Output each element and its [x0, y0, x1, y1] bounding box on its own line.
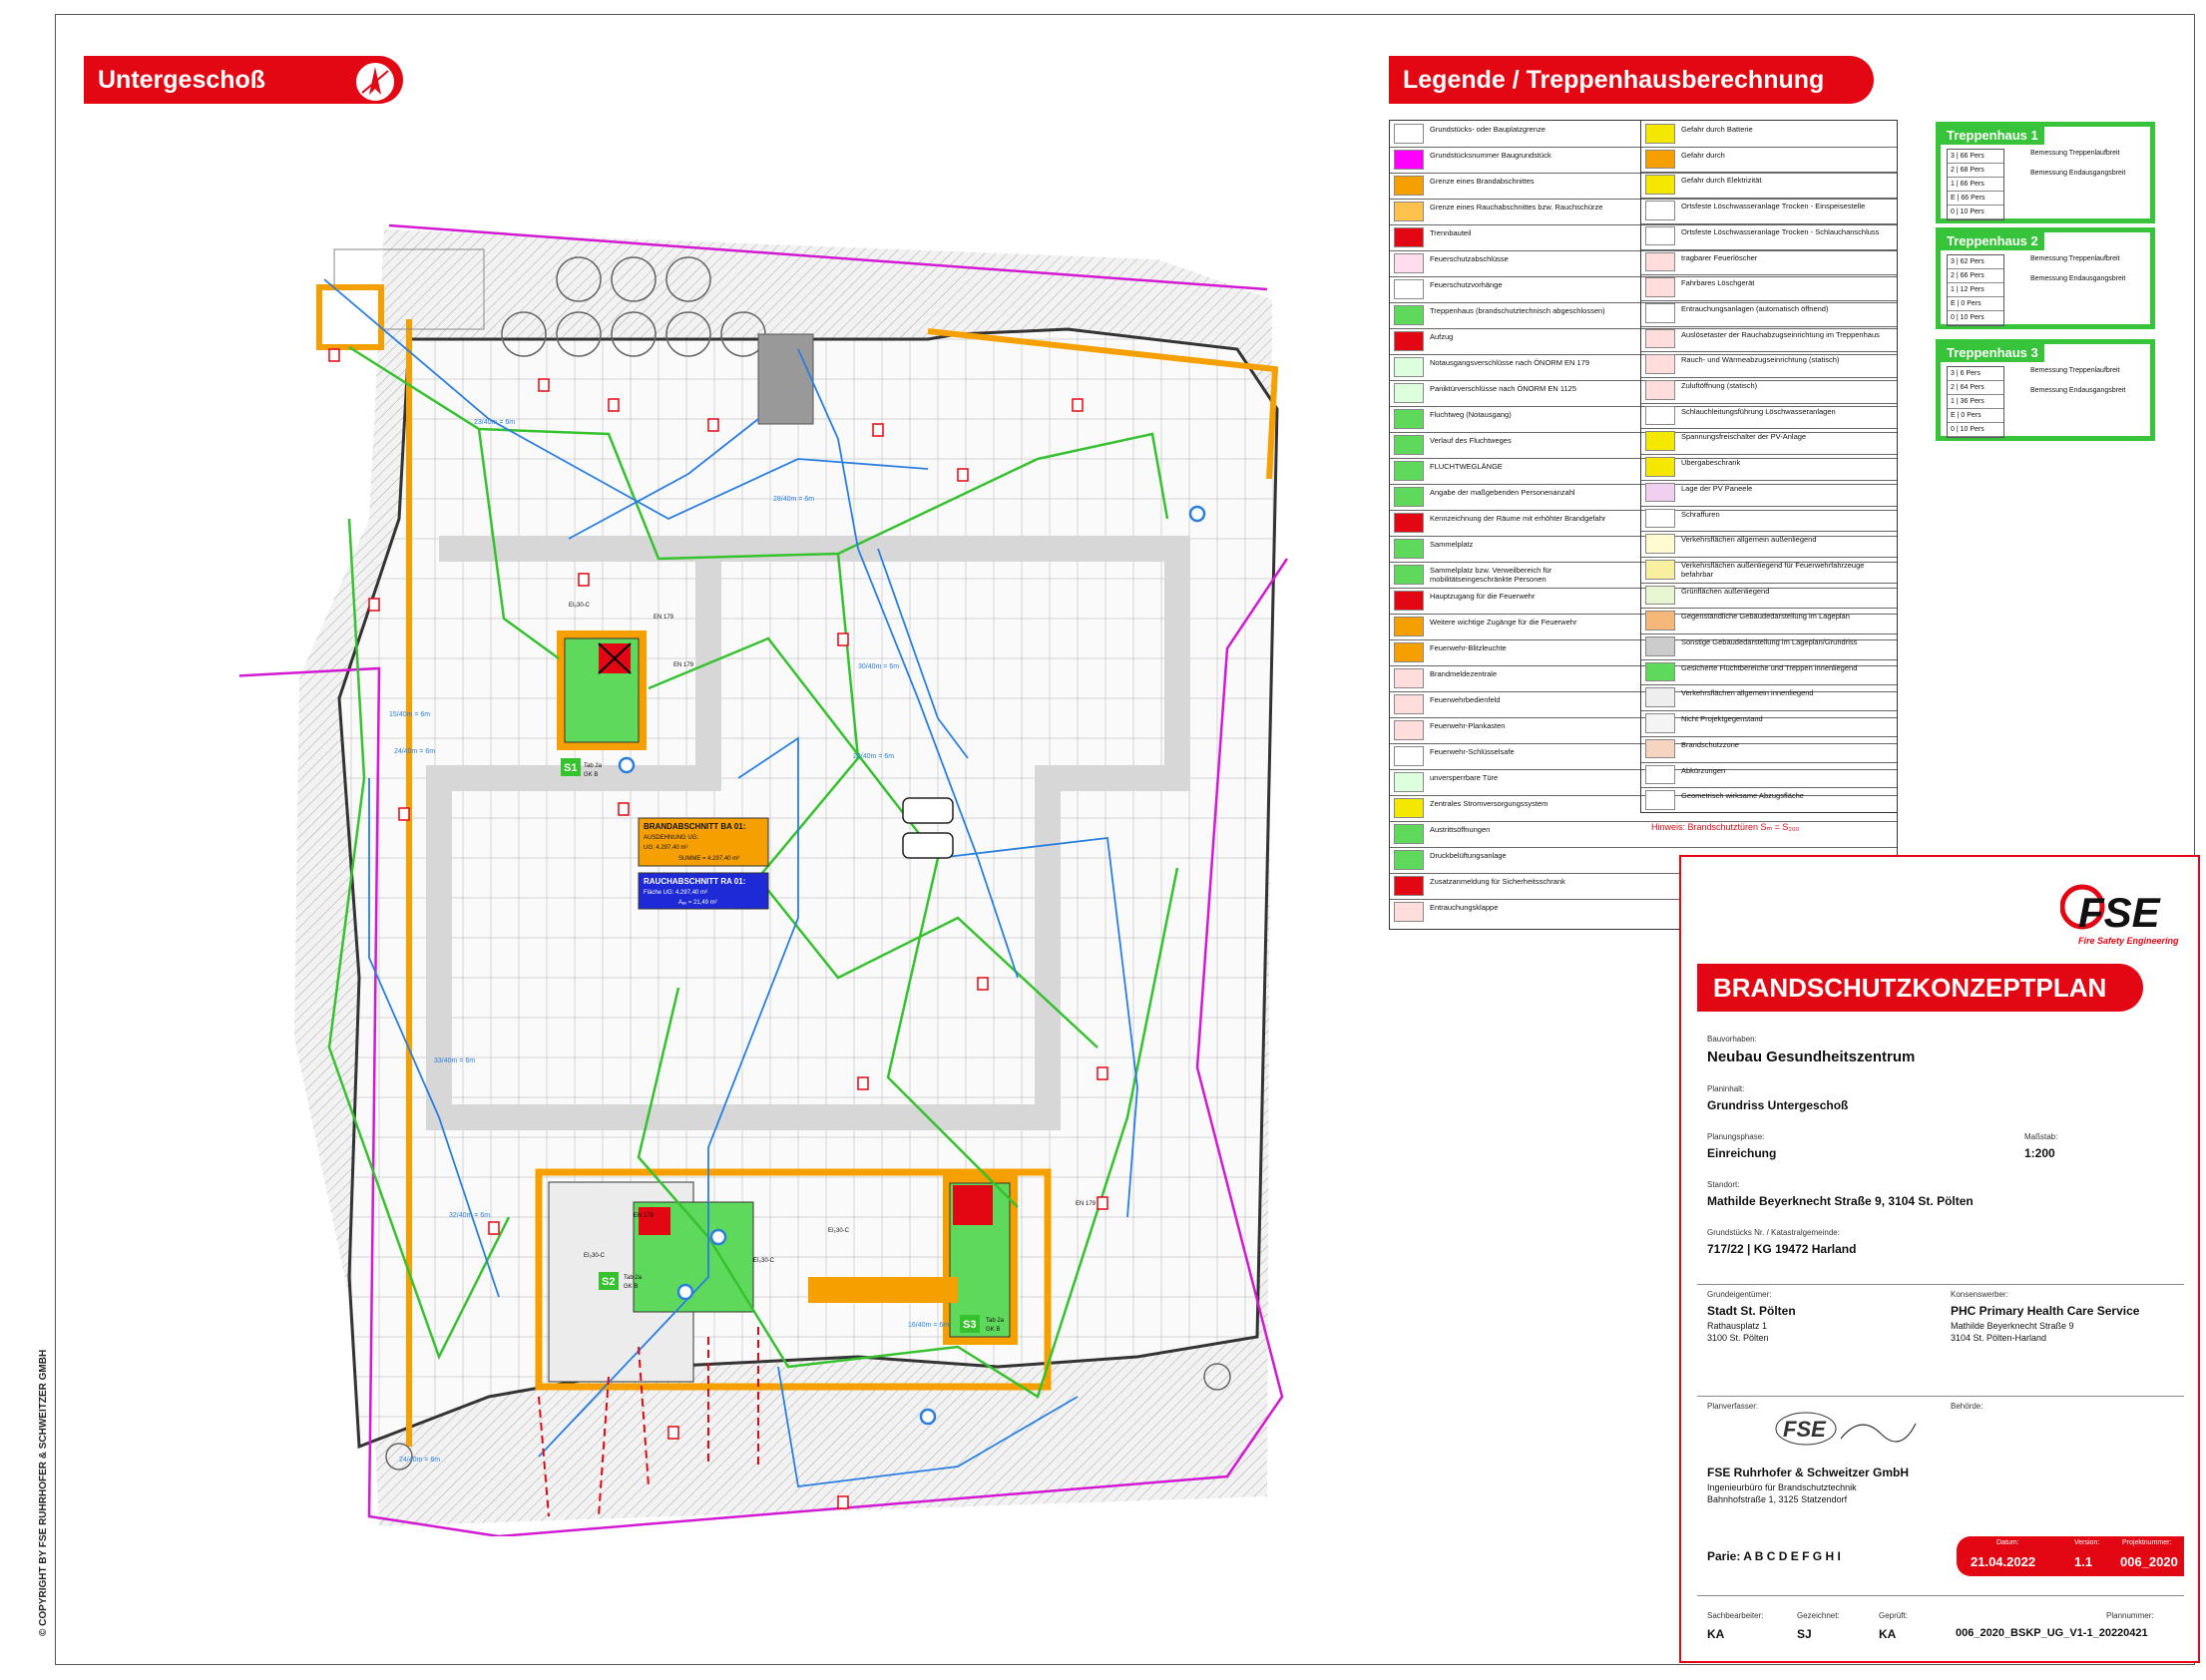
legend-divider [1641, 403, 1897, 404]
legend-divider [1641, 762, 1897, 763]
svg-text:UG: 4.297,40 m²: UG: 4.297,40 m² [644, 845, 688, 851]
legend-symbol-icon [1645, 586, 1675, 606]
svg-text:EI₂30-C: EI₂30-C [569, 603, 591, 609]
legend-item-text: Druckbelüftungsanlage [1430, 851, 1507, 860]
legend-divider [1641, 531, 1897, 532]
legend-item-text: Feuerschutzabschlüsse [1430, 254, 1509, 263]
legend-symbol-icon [1645, 457, 1675, 477]
legend-item-text: Grünflächen außenliegend [1681, 586, 1770, 596]
legend-symbol-icon [1394, 279, 1424, 299]
legend-symbol-icon [1394, 617, 1424, 636]
svg-text:EN 179: EN 179 [1076, 1201, 1097, 1207]
ramp-block [758, 334, 813, 424]
legend-symbol-icon [1645, 662, 1675, 682]
legend-item-text: Gefahr durch [1681, 150, 1725, 160]
legend-symbol-icon [1394, 850, 1424, 870]
legend-symbol-icon [1394, 513, 1424, 533]
legend-divider [1641, 454, 1897, 455]
svg-text:24/40m = 6m: 24/40m = 6m [399, 1457, 441, 1464]
legend-item-text: Gefahr durch Elektrizität [1681, 176, 1762, 186]
version-bar: Datum: 21.04.2022 Version: 1.1 Projektnummer: 006_2020 [1957, 1536, 2184, 1576]
legend-symbol-icon [1394, 642, 1424, 662]
legend-item-text: Feuerwehr-Blitzleuchte [1430, 643, 1507, 652]
legend-item-text: Weitere wichtige Zugänge für die Feuerwehr [1430, 618, 1577, 627]
legend-divider [1641, 351, 1897, 352]
legend-note: Hinweis: Brandschutztüren Sₘ = S₂₀₀ [1651, 822, 1800, 832]
legend-item-text: Verlauf des Fluchtweges [1430, 436, 1512, 445]
legend-symbol-icon [1394, 720, 1424, 740]
legend-symbol-icon [1394, 746, 1424, 766]
svg-text:EN 179: EN 179 [673, 662, 694, 668]
legend-item-text: Schlauchleitungsführung Löschwasseranlagen [1681, 406, 1836, 416]
legend-item-text: Übergabeschrank [1681, 458, 1741, 468]
svg-text:FSE: FSE [1783, 1417, 1826, 1442]
legend-item-text: FLUCHTWEGLÄNGE [1430, 462, 1503, 471]
legend-symbol-icon [1394, 305, 1424, 325]
location: Mathilde Beyerknecht Straße 9, 3104 St. Pölten [1707, 1194, 1974, 1208]
legend-symbol-icon [1645, 687, 1675, 707]
legend-item-text: Verkehrsflächen allgemein außenliegend [1681, 535, 1817, 545]
legend-symbol-icon [1645, 303, 1675, 323]
legend-symbol-icon [1645, 329, 1675, 349]
svg-text:22/40m = 6m: 22/40m = 6m [853, 753, 895, 760]
stairwell-3 [943, 1175, 1018, 1345]
legend-symbol-icon [1394, 694, 1424, 714]
legend-item-text: Ortsfeste Löschwasseranlage Trocken - Einspeisestelle [1681, 202, 1866, 211]
legend-symbol-icon [1394, 435, 1424, 455]
svg-text:24/40m = 6m: 24/40m = 6m [394, 748, 436, 755]
legend-table-col2 [1640, 120, 1898, 813]
legend-symbol-icon [1394, 124, 1424, 144]
legend-divider [1641, 480, 1897, 481]
legend-symbol-icon [1394, 487, 1424, 507]
legend-symbol-icon [1394, 227, 1424, 247]
legend-item-text: Zuluftöffnung (statisch) [1681, 381, 1758, 390]
legend-divider [1641, 633, 1897, 634]
stairwell-3-calc: Treppenhaus 3 3 | 6 Pers 2 | 64 Pers 1 | 36 Pers E | 0 Pers 0 | 10 Pers Bemessung Treppenlaufbreit Bemessung Endausgangsbreit [1936, 339, 2155, 441]
svg-text:Fläche UG: 4.297,40 m²: Fläche UG: 4.297,40 m² [644, 890, 708, 896]
legend-item-text: Kennzeichnung der Räume mit erhöhter Brandgefahr [1430, 514, 1606, 523]
legend-item-text: Geometrisch wirksame Abzugsfläche [1681, 791, 1804, 801]
stairwell-3-table: 3 | 6 Pers 2 | 64 Pers 1 | 36 Pers E | 0 Pers 0 | 10 Pers [1947, 366, 2004, 438]
legend-divider [1641, 274, 1897, 275]
legend-item-text: Nicht Projektgegenstand [1681, 714, 1763, 724]
stairwell-1 [557, 630, 647, 750]
legend-item-text: Treppenhaus (brandschutztechnisch abgeschlossen) [1430, 306, 1605, 315]
fse-logo [2060, 877, 2185, 943]
parie-list: Parie: A B C D E F G H I [1707, 1549, 1841, 1563]
stairwell-1-table: 3 | 66 Pers 2 | 68 Pers 1 | 66 Pers E | 66 Pers 0 | 10 Pers [1947, 149, 2004, 220]
legend-item-text: Entrauchungsanlagen (automatisch öffnend) [1681, 303, 1829, 313]
svg-text:Tab 2a: Tab 2a [584, 763, 603, 769]
legend-symbol-icon [1394, 150, 1424, 170]
legend-divider [1641, 557, 1897, 558]
legend-item-text: Zentrales Stromversorgungssystem [1430, 799, 1548, 808]
legend-symbol-icon [1394, 876, 1424, 896]
legend-item-text: Lage der PV Paneele [1681, 483, 1753, 493]
legend-item-text: Paniktürverschlüsse nach ÖNORM EN 1125 [1430, 384, 1577, 393]
legend-symbol-icon [1645, 560, 1675, 580]
legend-item-text: Feuerschutzvorhänge [1430, 280, 1503, 289]
legend-item-text: Aufzug [1430, 332, 1454, 341]
svg-text:30/40m = 6m: 30/40m = 6m [858, 663, 900, 670]
project-name: Neubau Gesundheitszentrum [1707, 1049, 1916, 1065]
stair-label-s2: S2 [602, 1276, 616, 1288]
legend-divider [1641, 583, 1897, 584]
svg-text:15/40m = 6m: 15/40m = 6m [389, 711, 431, 718]
legend-symbol-icon [1645, 380, 1675, 400]
legend-symbol-icon [1645, 277, 1675, 297]
legend-symbol-icon [1645, 739, 1675, 759]
legend-divider [1641, 710, 1897, 711]
legend-symbol-icon [1394, 253, 1424, 273]
svg-text:EN 179: EN 179 [654, 615, 674, 621]
legend-item-text: Grenze eines Brandabschnittes [1430, 177, 1535, 186]
stairwell-2-calc: Treppenhaus 2 3 | 62 Pers 2 | 66 Pers 1 | 12 Pers E | 0 Pers 0 | 10 Pers Bemessung Treppenlaufbreit Bemessung Endausgangsbreit [1936, 227, 2155, 329]
legend-divider [1641, 198, 1897, 199]
legend-item-text: Grundstücksnummer Baugrundstück [1430, 151, 1551, 160]
legend-divider [1641, 506, 1897, 507]
legend-symbol-icon [1645, 406, 1675, 426]
plan-title: Untergeschoß [84, 56, 403, 104]
legend-symbol-icon [1394, 798, 1424, 818]
legend-symbol-icon [1645, 226, 1675, 246]
legend-item-text: Verkehrsflächen außenliegend für Feuerwehrfahrzeuge befahrbar [1681, 560, 1865, 579]
legend-symbol-icon [1394, 539, 1424, 559]
legend-symbol-icon [1394, 668, 1424, 688]
legend-symbol-icon [1645, 636, 1675, 656]
legend-item-text: Ortsfeste Löschwasseranlage Trocken - Schlauchanschluss [1681, 226, 1880, 236]
legend-item-text: Rauch- und Wärmeabzugseinrichtung (statisch) [1681, 355, 1840, 365]
svg-text:32/40m = 6m: 32/40m = 6m [449, 1212, 491, 1219]
legend-divider [1641, 787, 1897, 788]
fire-section-info [639, 818, 768, 909]
legend-item-text: Auslösetaster der Rauchabzugseinrichtung im Treppenhaus [1681, 329, 1880, 339]
legend-symbol-icon [1645, 150, 1675, 170]
legend-symbol-icon [1645, 534, 1675, 554]
svg-text:Tab 2a: Tab 2a [624, 1275, 643, 1281]
legend-divider [1641, 326, 1897, 327]
legend-symbol-icon [1645, 509, 1675, 529]
legend-item-text: Gefahr durch Batterie [1681, 125, 1753, 134]
svg-text:16/40m = 6m: 16/40m = 6m [908, 1322, 950, 1329]
legend-item-text: Abkürzungen [1681, 765, 1726, 775]
legend-item-text: Feuerwehrbedienfeld [1430, 695, 1501, 704]
legend-symbol-icon [1645, 765, 1675, 785]
floor-plan [239, 219, 1317, 1536]
svg-text:FSE: FSE [2078, 889, 2160, 936]
legend-symbol-icon [1394, 461, 1424, 481]
legend-item-text: Trennbauteil [1430, 228, 1472, 237]
svg-text:Aₐᵥ = 21,49 m²: Aₐᵥ = 21,49 m² [678, 900, 717, 906]
plan-author: FSE Ruhrhofer & Schweitzer GmbH [1707, 1466, 1910, 1479]
legend-symbol-icon [1394, 357, 1424, 377]
plan-type-banner: BRANDSCHUTZKONZEPTPLAN [1697, 964, 2143, 1012]
legend-symbol-icon [1645, 175, 1675, 195]
legend-symbol-icon [1645, 354, 1675, 374]
legend-divider [1641, 377, 1897, 378]
legend-divider [1641, 736, 1897, 737]
legend-item-text: Brandmeldezentrale [1430, 669, 1498, 678]
legend-item-text: Feuerwehr-Schlüsselsafe [1430, 747, 1515, 756]
legend-symbol-icon [1645, 790, 1675, 810]
legend-divider [1641, 249, 1897, 250]
legend-title: Legende / Treppenhausberechnung [1389, 56, 1874, 104]
svg-text:GK B: GK B [584, 772, 599, 778]
svg-text:BRANDABSCHNITT BA 01:: BRANDABSCHNITT BA 01: [644, 822, 746, 831]
legend-item-text: Fahrbares Löschgerät [1681, 278, 1755, 288]
svg-text:EI₂30-C: EI₂30-C [584, 1253, 606, 1259]
legend-item-text: Grenze eines Rauchabschnittes bzw. Rauchschürze [1430, 203, 1603, 211]
legend-item-text: Angabe der maßgebenden Personenanzahl [1430, 488, 1575, 497]
planning-phase: Einreichung [1707, 1146, 1777, 1160]
svg-text:GK B: GK B [986, 1327, 1001, 1333]
legend-item-text: Verkehrsflächen allgemein innenliegend [1681, 688, 1814, 698]
legend-symbol-icon [1394, 409, 1424, 429]
legend-divider [1641, 147, 1897, 148]
legend-item-text: Brandschutzzone [1681, 739, 1739, 749]
legend-divider [1641, 300, 1897, 301]
legend-symbol-icon [1645, 124, 1675, 144]
svg-text:SUMME = 4.297,40 m²: SUMME = 4.297,40 m² [678, 856, 740, 862]
legend-item-text: Notausgangsverschlüsse nach ÖNORM EN 179 [1430, 358, 1590, 367]
stairwell-1-calc: Treppenhaus 1 3 | 66 Pers 2 | 68 Pers 1 | 66 Pers E | 66 Pers 0 | 10 Pers Bemessung Treppenlaufbreit Bemessung Endausgangsbreit [1936, 122, 2155, 223]
legend-item-text: Zusatzanmeldung für Sicherheitsschrank [1430, 877, 1565, 886]
stairwell-2-table: 3 | 62 Pers 2 | 66 Pers 1 | 12 Pers E | 0 Pers 0 | 10 Pers [1947, 254, 2004, 326]
small-room-topleft [319, 287, 381, 347]
legend-symbol-icon [1394, 176, 1424, 196]
svg-text:33/40m = 6m: 33/40m = 6m [434, 1057, 476, 1064]
title-block: FSE Fire Safety Engineering BRANDSCHUTZKONZEPTPLAN Bauvorhaben: Neubau Gesundheitszentrum Planinhalt: Grundriss Untergeschoß Planungsphase: Einreichung Maßstab: 1:200 Standort: Mathilde Beyerknecht Straße 9, 3104 St. Pölten Grundstücks Nr. / Katastralgemeinde: 717/22 | KG 19472 Harland Grundeigentümer: Stadt St. Pölten Rathausplatz 1 3100 St. Pölten Konsenswerber: PHC Primary Health Care Service Mathilde Beyerknecht Straße 9 3104 St. Pölten-Harland Planverfasser: Behörde: FSE FSE Ruhrhofer & Schweitzer GmbH Ingenieurbüro für Brandschutztechnik Bahnhofstraße 1, 3125 Statzendorf Parie: A B C D E F G H I Datum: 21.04.2022 Version: 1.1 Projektnummer: 006_2020 Sachbearbeiter: KA Gezeichnet: SJ Geprüft: KA Plannummer: 006_2020_BSKP_UG_V1-1_20220421 [1679, 855, 2200, 1663]
legend-item-text: Sammelplatz bzw. Verweilbereich für mobilitätseingeschränkte Personen [1430, 566, 1552, 584]
legend-item-text: Austrittsöffnungen [1430, 825, 1491, 834]
svg-text:EI₂30-C: EI₂30-C [828, 1228, 850, 1234]
parcel: 717/22 | KG 19472 Harland [1707, 1242, 1857, 1256]
north-arrow-icon [353, 60, 397, 104]
legend-symbol-icon [1645, 611, 1675, 630]
owner: Stadt St. Pölten [1707, 1304, 1796, 1318]
legend-symbol-icon [1645, 252, 1675, 272]
legend-item-text: tragbarer Feuerlöscher [1681, 252, 1758, 262]
svg-text:23/40m = 6m: 23/40m = 6m [474, 419, 516, 426]
legend-symbol-icon [1394, 902, 1424, 922]
legend-item-text: Fluchtweg (Notausgang) [1430, 410, 1512, 419]
legend-divider [1641, 172, 1897, 173]
scale: 1:200 [2024, 1146, 2055, 1160]
legend-divider [1641, 659, 1897, 660]
stair-label-s1: S1 [564, 762, 578, 774]
legend-divider [1641, 223, 1897, 224]
legend-symbol-icon [1394, 202, 1424, 221]
legend-item-text: Schraffuren [1681, 509, 1720, 519]
legend-symbol-icon [1645, 201, 1675, 220]
legend-item-text: Hauptzugang für die Feuerwehr [1430, 592, 1536, 601]
legend-item-text: Gegenständliche Gebäudedarstellung im Lageplan [1681, 612, 1850, 622]
copyright-text: © COPYRIGHT BY FSE RUHRHOFER & SCHWEITZER GMBH [38, 1349, 49, 1636]
svg-text:EI₂30-C: EI₂30-C [753, 1258, 775, 1264]
legend-item-text: unversperrbare Türe [1430, 773, 1499, 782]
applicant: PHC Primary Health Care Service [1951, 1304, 2140, 1318]
legend-item-text: Entrauchungsklappe [1430, 903, 1499, 912]
svg-text:RAUCHABSCHNITT RA 01:: RAUCHABSCHNITT RA 01: [644, 877, 746, 886]
svg-text:28/40m = 6m: 28/40m = 6m [773, 496, 815, 503]
signature-stamp [1771, 1409, 1921, 1454]
legend-symbol-icon [1645, 431, 1675, 451]
legend-divider [1390, 821, 1897, 822]
svg-text:GK B: GK B [624, 1284, 639, 1290]
legend-symbol-icon [1394, 772, 1424, 792]
legend-item-text: Spannungsfreischalter der PV-Anlage [1681, 432, 1807, 442]
legend-divider [1641, 684, 1897, 685]
legend-divider [1641, 608, 1897, 609]
legend-symbol-icon [1394, 591, 1424, 611]
svg-text:AUSDEHNUNG UG:: AUSDEHNUNG UG: [644, 835, 699, 841]
legend-symbol-icon [1394, 383, 1424, 403]
legend-item-text: Sammelplatz [1430, 540, 1474, 549]
legend-item-text: Sonstige Gebäudedarstellung im Lageplan/Grundriss [1681, 637, 1858, 646]
plan-number: 006_2020_BSKP_UG_V1-1_20220421 [1956, 1627, 2148, 1639]
plan-content: Grundriss Untergeschoß [1707, 1098, 1849, 1112]
legend-symbol-icon [1394, 331, 1424, 351]
legend-symbol-icon [1394, 565, 1424, 585]
legend-divider [1641, 428, 1897, 429]
legend-symbol-icon [1645, 713, 1675, 733]
svg-text:Tab 2a: Tab 2a [986, 1318, 1005, 1324]
legend-item-text: Grundstücks- oder Bauplatzgrenze [1430, 125, 1545, 134]
legend-item-text: Gesicherte Fluchtbereiche und Treppen innenliegend [1681, 662, 1858, 672]
legend-symbol-icon [1645, 483, 1675, 503]
legend-divider [1390, 847, 1897, 848]
svg-text:EN 179: EN 179 [634, 1213, 655, 1219]
legend-item-text: Feuerwehr-Plankasten [1430, 721, 1506, 730]
legend-symbol-icon [1394, 824, 1424, 844]
stair-label-s3: S3 [963, 1319, 977, 1331]
